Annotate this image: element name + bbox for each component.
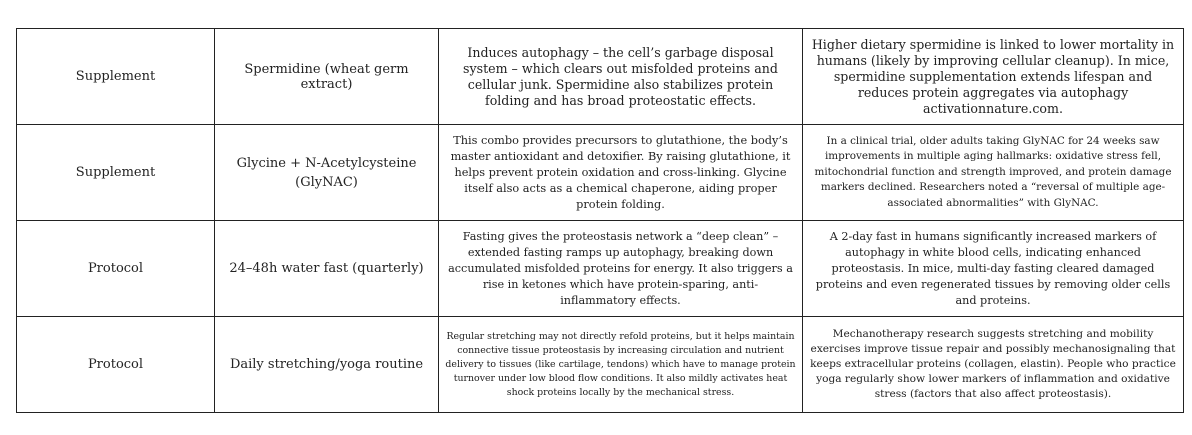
evidence-text: In a clinical trial, older adults taking GlyNAC for 24 weeks saw improvements in multiple aging hallmarks: oxidative stress fell, mitochondrial function and strength improved, and protein damage markers declined. Researchers noted a “reversal of multiple age-associated abnormalities” with GlyNAC. (814, 134, 1172, 209)
mechanism-cell (439, 317, 803, 412)
evidence-text: A 2-day fast in humans significantly increased markers of autophagy in white blood cells, indicating enhanced proteostasis. In mice, multi-day fasting cleared damaged proteins and even regenerated tissues by removing older cells and proteins. (815, 229, 1171, 307)
evidence-text: Higher dietary spermidine is linked to lower mortality in humans (likely by improving cellular cleanup). In mice, spermidine supplementation extends lifespan and reduces protein aggregates via autophagy activationnature.com. (811, 36, 1175, 116)
category-cell: Supplement (17, 125, 215, 220)
evidence-cell (803, 29, 1184, 124)
evidence-cell (803, 125, 1184, 220)
category-cell: Protocol (17, 221, 215, 316)
table-row (17, 317, 1184, 413)
mechanism-cell (439, 221, 803, 316)
mechanism-text: This combo provides precursors to glutathione, the body’s master antioxidant and detoxifier. By raising glutathione, it helps prevent protein oxidation and cross-linking. Glycine itself also acts as a chemical chaperone, aiding proper protein folding. (450, 133, 791, 211)
mechanism-cell (439, 29, 803, 124)
table-row (17, 29, 1184, 125)
table-row (17, 221, 1184, 317)
mechanism-text: Induces autophagy – the cell’s garbage disposal system – which clears out misfolded proteins and cellular junk. Spermidine also stabilizes protein folding and has broad proteostatic effects. (463, 44, 778, 108)
name-cell: Glycine + N-Acetylcysteine (GlyNAC) (215, 125, 439, 220)
evidence-cell (803, 221, 1184, 316)
supplement-protocol-table (16, 28, 1184, 413)
category-cell: Supplement (17, 29, 215, 124)
mechanism-cell (439, 125, 803, 220)
name-cell: 24–48h water fast (quarterly) (215, 221, 439, 316)
evidence-text: Mechanotherapy research suggests stretching and mobility exercises improve tissue repair and possibly mechanosignaling that keeps extracellular proteins (collagen, elastin). People who practice yoga regularly show lower markers of inflammation and oxidative stress (factors that also affect proteostasis). (810, 328, 1176, 400)
name-cell: Daily stretching/yoga routine (215, 317, 439, 412)
mechanism-text: Fasting gives the proteostasis network a “deep clean” – extended fasting ramps up autophagy, breaking down accumulated misfolded proteins for energy. It also triggers a rise in ketones which have protein-sparing, anti-inflammatory effects. (448, 229, 793, 307)
evidence-cell (803, 317, 1184, 412)
table-row (17, 125, 1184, 221)
name-cell: Spermidine (wheat germ extract) (215, 29, 439, 124)
mechanism-text: Regular stretching may not directly refold proteins, but it helps maintain connective tissue proteostasis by increasing circulation and nutrient delivery to tissues (like cartilage, tendons) which have to manage protein turnover under low blood flow conditions. It also mildly activates heat shock proteins locally by the mechanical stress. (445, 330, 796, 398)
category-cell: Protocol (17, 317, 215, 412)
